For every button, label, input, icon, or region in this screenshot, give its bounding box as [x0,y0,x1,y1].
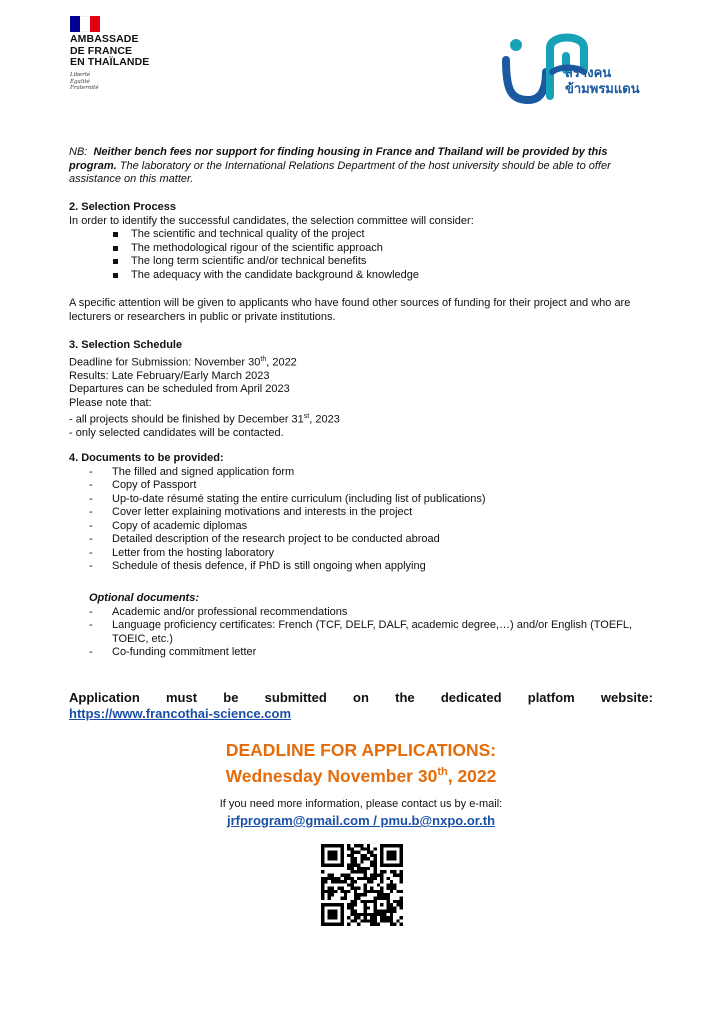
list-item: - Language proficiency certificates: French (TCF, DELF, DALF, academic degree,…) and/or English (TOEFL, TOEIC, etc.) [112,619,653,646]
embassy-line: DE FRANCE [70,44,133,57]
embassy-line: AMBASSADE [70,33,139,45]
platform-link[interactable]: https://www.francothai-science.com [69,706,292,721]
section-title: 2. Selection Process [69,201,176,213]
embassy-line: EN THAÏLANDE [70,56,150,68]
section-intro: In order to identify the successful candidates, the selection committee will consider: [69,214,474,227]
embassy-name [70,34,149,69]
departures-line: Departures can be scheduled from April 2023 [69,383,290,396]
deadline-date-year: , 2022 [447,765,497,786]
optional-title: Optional documents: [89,592,199,604]
documents-list [69,466,653,574]
contact-emails[interactable] [69,813,653,829]
motto-line: Égalité [70,78,90,85]
word: on [353,690,369,705]
list-item: - Copy of academic diplomas [112,520,653,534]
finish-text: - all projects should be finished by December 31 [69,413,304,426]
finish-line [69,410,653,427]
list-item: - Schedule of thesis defence, if PhD is still ongoing when applying [112,560,653,574]
nb-label: NB: [69,146,88,158]
optional-list [69,606,653,660]
email-link[interactable]: jrfprogram@gmail.com / pmu.b@nxpo.or.th [226,813,496,828]
word: platfom [527,690,575,705]
deadline-banner [69,739,653,787]
list-item: - The filled and signed application form [112,466,653,480]
word: the [395,690,415,705]
finish-year: , 2023 [309,413,340,426]
deadline-title: DEADLINE FOR APPLICATIONS: [225,740,497,760]
deadline-year: , 2022 [266,356,297,369]
list-item: The adequacy with the candidate background & knowledge [131,269,653,283]
list-item: - Up-to-date résumé stating the entire curriculum (including list of publications) [112,493,653,507]
optional-documents-section [69,592,653,660]
list-item: - Cover letter explaining motivations and interests in the project [112,506,653,520]
deadline-text: Deadline for Submission: November 30 [69,356,261,369]
qr-code-icon[interactable] [321,844,403,926]
motto-line: Liberté [70,72,91,78]
word: website: [600,690,653,705]
deadline-sup: th [260,355,267,363]
logo-text-line: สร้างคน [565,66,612,81]
word: dedicated [440,690,502,705]
selection-schedule-section [69,339,653,441]
results-line: Results: Late February/Early March 2023 [69,369,270,382]
list-item: The methodological rigour of the scientific approach [131,242,653,256]
pmu-b-logo-text [565,66,640,98]
nb-paragraph [69,146,653,187]
list-item: The long term scientific and/or technical benefits [131,255,653,269]
nb-bold-text: Neither bench fees nor support for finding housing in France and Thailand will be provided by this program. [69,146,608,172]
nb-rest-text: The laboratory or the International Relations Department of the host university should be able to offer assistance on this matter. [69,159,611,185]
word: Application [69,690,140,705]
deadline-date [69,761,653,787]
list-item: - Co-funding commitment letter [112,646,653,660]
list-item: - Letter from the hosting laboratory [112,547,653,561]
word: submitted [264,690,327,705]
list-item: - Copy of Passport [112,479,653,493]
section-title: 3. Selection Schedule [69,339,183,351]
application-notice [69,690,653,722]
french-flag-icon [70,16,100,32]
contact-info: If you need more information, please contact us by e-mail: [219,798,503,810]
selection-process-section [69,201,653,282]
word: be [223,690,239,705]
please-note-line: Please note that: [69,396,152,409]
list-item: - Detailed description of the research project to be conducted abroad [112,533,653,547]
republic-motto [70,72,99,92]
word: must [166,690,198,705]
funding-note: A specific attention will be given to applicants who have found other sources of funding for their project and who are lecturers or researchers in public or private institutions. [69,297,631,323]
section-title: 4. Documents to be provided: [69,452,224,464]
documents-section [69,452,653,574]
deadline-date-sup: th [437,766,448,778]
criteria-list [69,228,653,282]
deadline-date-text: Wednesday November 30 [225,765,438,786]
finish-sup: st [303,413,310,421]
motto-line: Fraternité [70,85,99,91]
contacted-line: - only selected candidates will be contacted. [69,427,284,440]
list-item: The scientific and technical quality of the project [131,228,653,242]
logo-text-line: ข้ามพรมแดน [565,82,640,97]
application-sentence [69,690,653,706]
list-item: - Academic and/or professional recommendations [112,606,653,620]
deadline-line [69,353,653,370]
